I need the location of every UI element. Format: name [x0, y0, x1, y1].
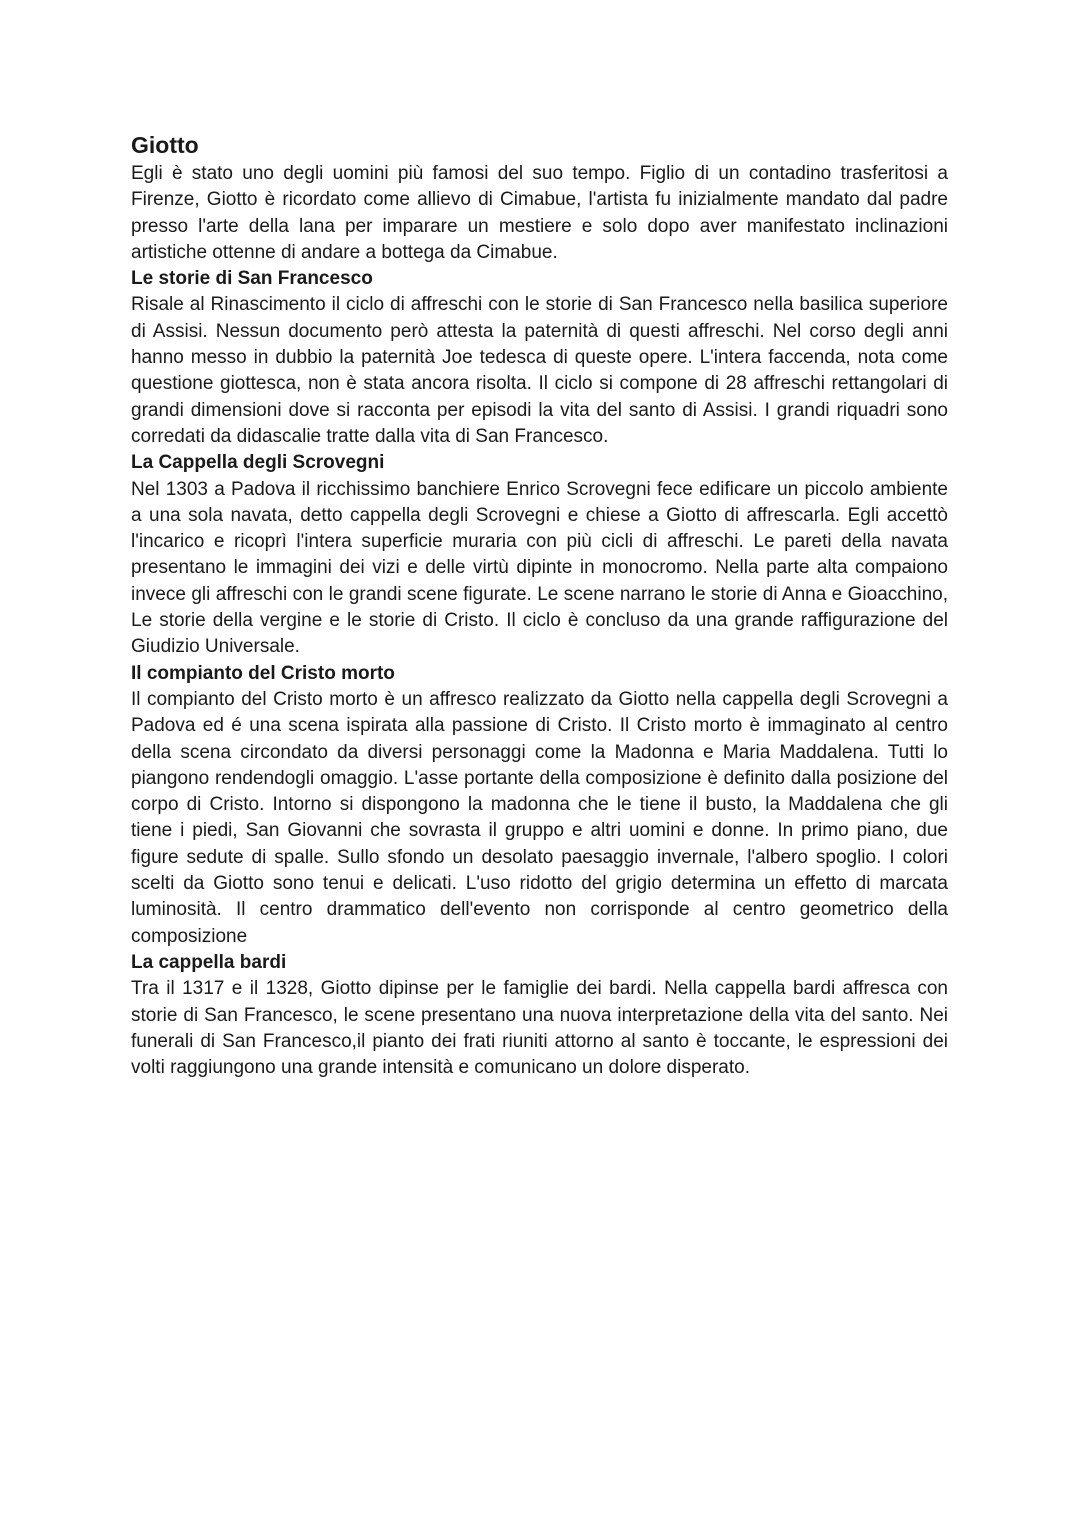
section-heading-compianto-cristo-morto: Il compianto del Cristo morto: [131, 662, 395, 684]
intro-paragraph: Egli è stato uno degli uomini più famosi del suo tempo. Figlio di un contadino trasferitosi a Firenze, Giotto è ricordato come allievo di Cimabue, l'artista fu inizialmente mandato dal padre presso l'arte della lana per imparare un mestiere e solo dopo aver manifestato inclinazioni artistiche ottenne di andare a bottega da Cimabue.: [131, 163, 948, 263]
section-body-storie-san-francesco: Risale al Rinascimento il ciclo di affreschi con le storie di San Francesco nella basilica superiore di Assisi. Nessun documento però attesta la paternità di questi affreschi. Nel corso degli anni hanno messo in dubbio la paternità Joe tedesca di queste opere. L'intera faccenda, nota come questione giottesca, non è stata ancora risolta. Il ciclo si compone di 28 affreschi rettangolari di grandi dimensioni dove si racconta per episodi la vita del santo di Assisi. I grandi riquadri sono corredati da didascalie tratte dalla vita di San Francesco.: [131, 294, 948, 447]
section-heading-cappella-scrovegni: La Cappella degli Scrovegni: [131, 452, 385, 474]
section-body-cappella-bardi: Tra il 1317 e il 1328, Giotto dipinse per le famiglie dei bardi. Nella cappella bardi affresca con storie di San Francesco, le scene presentano una nuova interpretazione della vita del santo. Nei funerali di San Francesco,il pianto dei frati riuniti attorno al santo è toccante, le espressioni dei volti raggiungono una grande intensità e comunicano un dolore disperato.: [131, 978, 948, 1079]
section-body-compianto-cristo-morto: Il compianto del Cristo morto è un affresco realizzato da Giotto nella cappella degli Scrovegni a Padova ed é una scena ispirata alla passione di Cristo. Il Cristo morto è immaginato al centro della scena circondato da diversi personaggi come la Madonna e Maria Maddalena. Tutti lo piangono rendendogli omaggio. L'asse portante della composizione è definito dalla posizione del corpo di Cristo. Intorno si dispongono la madonna che le tiene il busto, la Maddalena che gli tiene i piedi, San Giovanni che sovrasta il gruppo e altri uomini e donne. In primo piano, due figure sedute di spalle. Sullo sfondo un desolato paesaggio invernale, l'albero spoglio. I colori scelti da Giotto sono tenui e delicati. L'uso ridotto del grigio determina un effetto di marcata luminosità. Il centro drammatico dell'evento non corrisponde al centro geometrico della composizione: [131, 688, 948, 947]
section-body-cappella-scrovegni: Nel 1303 a Padova il ricchissimo banchiere Enrico Scrovegni fece edificare un piccolo ambiente a una sola navata, detto cappella degli Scrovegni e chiese a Giotto di affrescarla. Egli accettò l'incarico e ricoprì l'intera superficie muraria con più cicli di affreschi. Le pareti della navata presentano le immagini dei vizi e delle virtù dipinte in monocromo. Nella parte alta compaiono invece gli affreschi con le grandi scene figurate. Le scene narrano le storie di Anna e Gioacchino, Le storie della vergine e le storie di Cristo. Il ciclo è concluso da una grande raffigurazione del Giudizio Universale.: [131, 478, 948, 658]
document-title: Giotto: [131, 132, 199, 158]
document-page: [131, 130, 948, 1081]
section-heading-cappella-bardi: La cappella bardi: [131, 951, 287, 973]
section-heading-storie-san-francesco: Le storie di San Francesco: [131, 268, 373, 290]
